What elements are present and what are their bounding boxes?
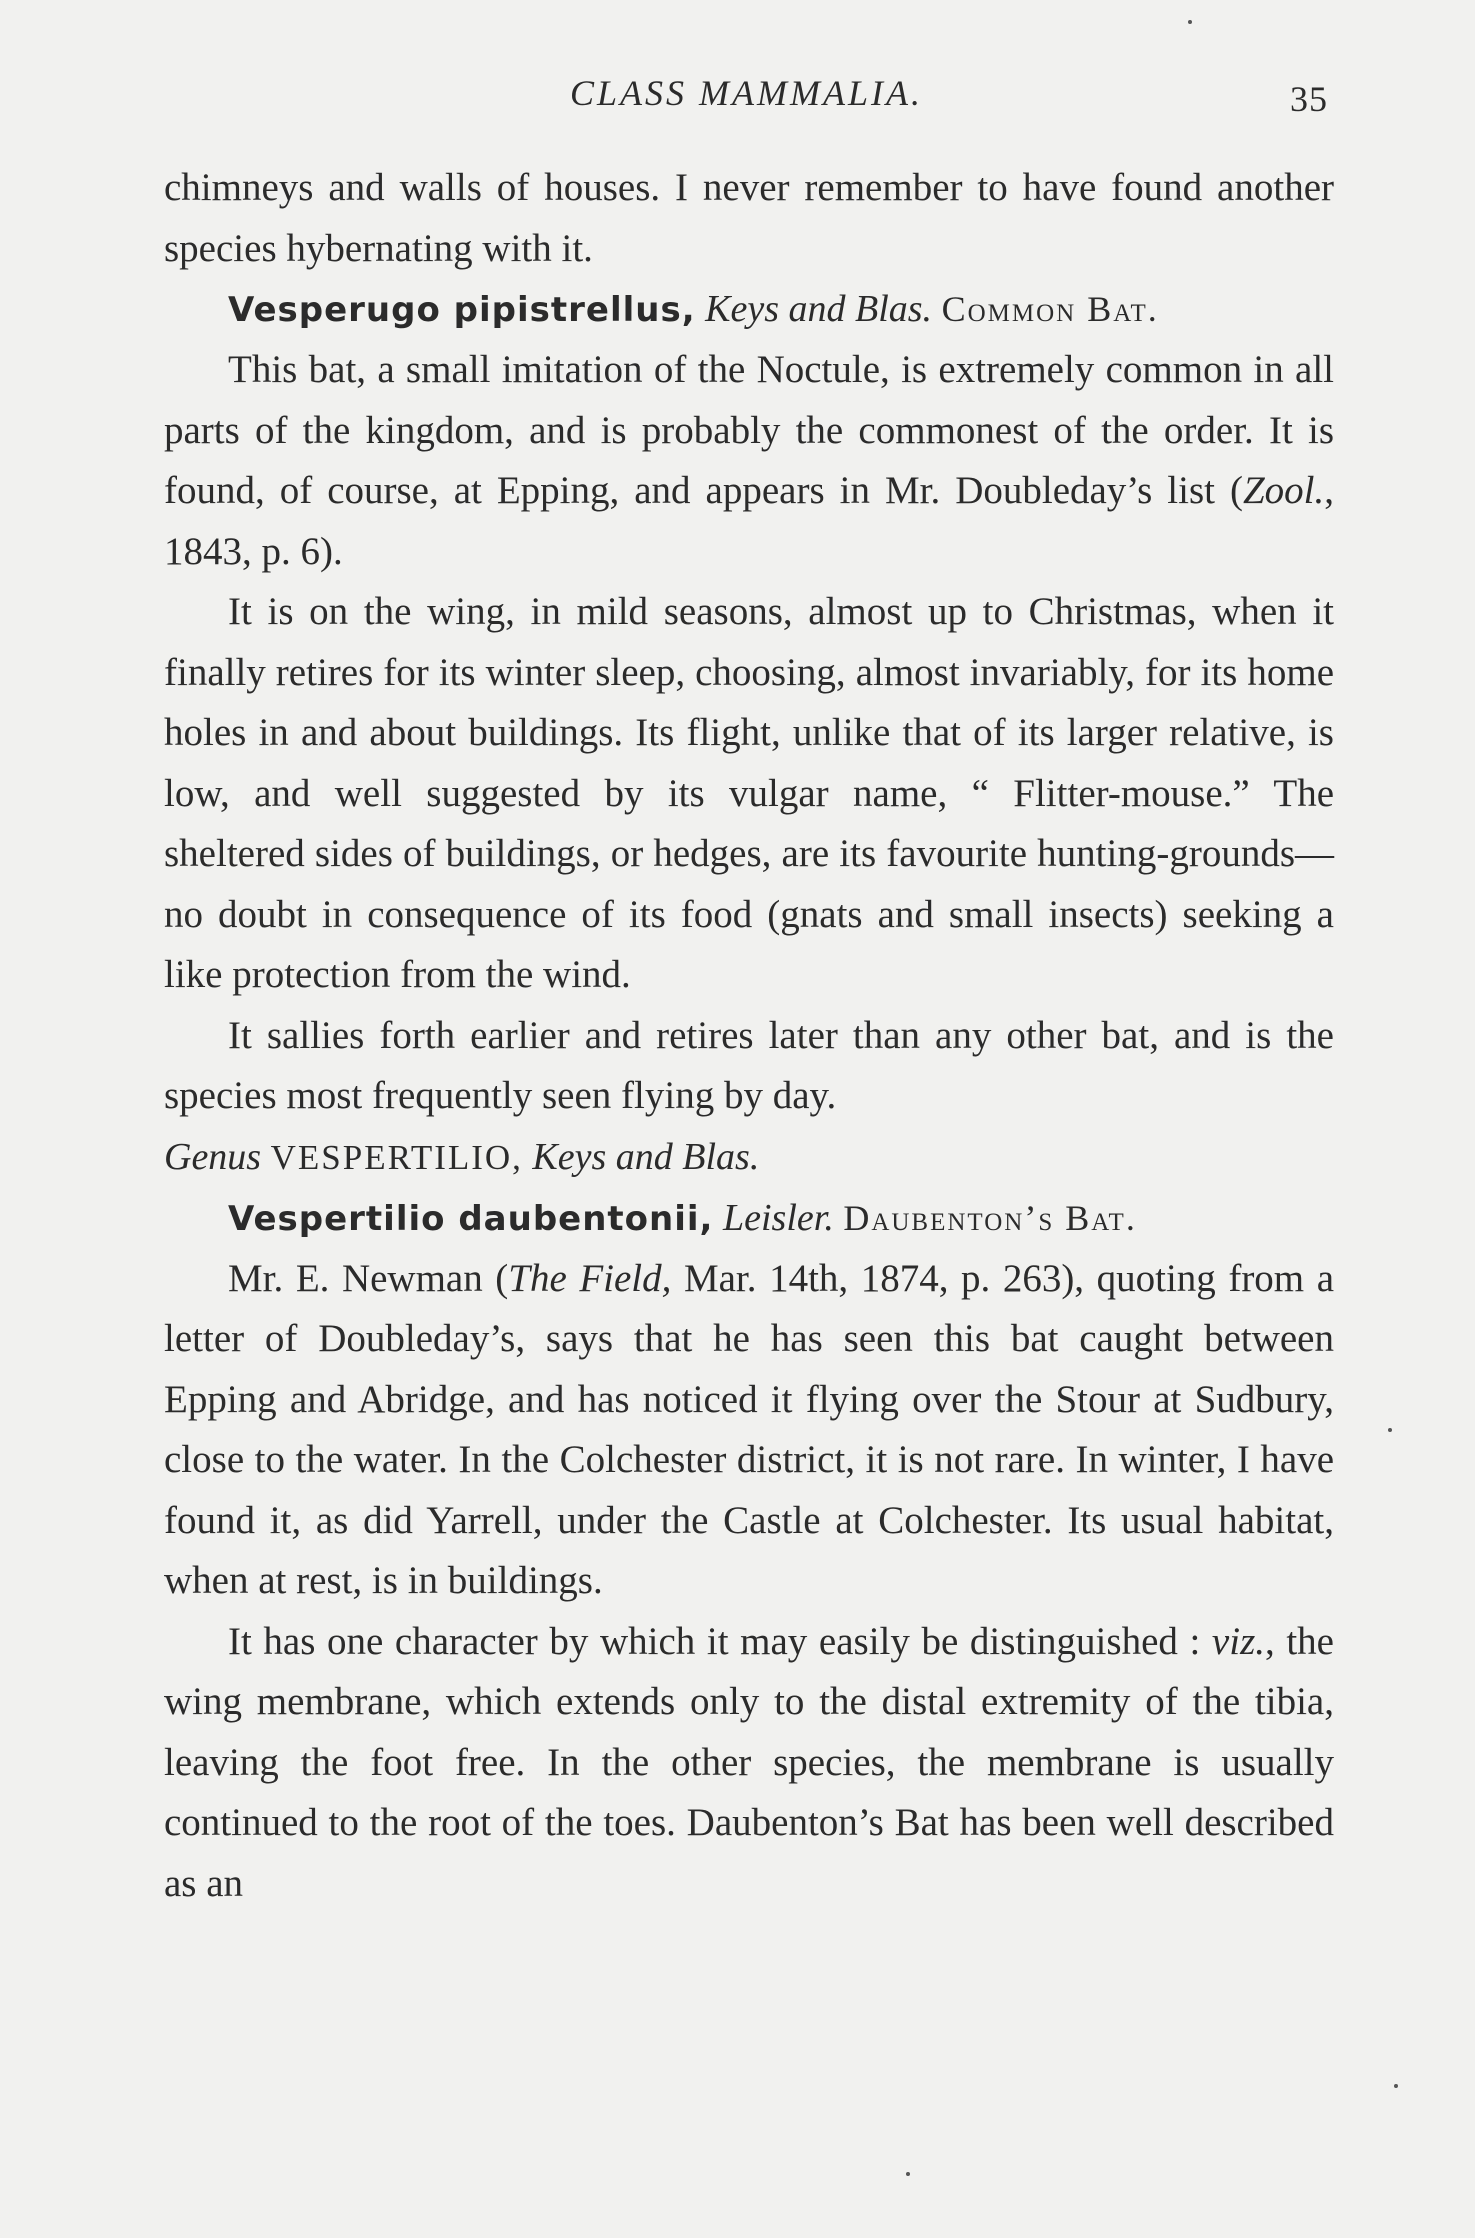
species-heading-pipistrellus	[164, 279, 1334, 340]
paragraph-pipistrelle-habits: It is on the wing, in mild seasons, almost up to Christmas, when it finally retires for its winter sleep, choosing, almost invariably, for its home holes in and about buildings. Its flight, unlike that of its larger relative, is low, and well suggested by its vulgar name, “ Flitter-mouse.” The sheltered sides of buildings, or hedges, are its favourite hunting-grounds—no doubt in consequence of its food (gnats and small insects) seeking a like protection from the wind.	[164, 590, 1334, 996]
species-common-name: Common Bat.	[941, 289, 1159, 329]
paragraph-rest: , the wing membrane, which extends only to the distal extremity of the tibia, leaving the foot free. In the other species, the membrane is usually continued to the root of the toes. Daubenton’s Bat has been well described as an	[164, 1619, 1334, 1905]
species-common-name: Daubenton’s Bat.	[843, 1197, 1137, 1238]
paper-speck	[1388, 1428, 1392, 1432]
paragraph-text: This bat, a small imitation of the Noctule, is extremely common in all parts of the kingdom, and is probably the commonest of the order. It is found, of course, at Epping, and appears in Mr. Doubleday’s list (	[164, 348, 1334, 512]
citation-italic: The Field,	[508, 1256, 672, 1300]
species-author: Keys and Blas.	[705, 288, 933, 330]
paragraph-daubenton-character	[164, 1612, 1334, 1915]
paragraph-rest: Mar. 14th, 1874, p. 263), quoting from a letter of Doubleday’s, says that he has seen this bat caught between Epping and Abridge, and has noticed it flying over the Stour at Sudbury, close to the water. In the Colchester district, it is not rare. In winter, I have found it, as did Yarrell, under the Castle at Colchester. Its usual habitat, when at rest, is in buildings.	[164, 1256, 1335, 1602]
paper-speck	[1188, 20, 1192, 24]
genus-author: Keys and Blas.	[532, 1135, 760, 1178]
paragraph-daubenton-records	[164, 1249, 1334, 1612]
paper-speck	[906, 2172, 910, 2176]
running-title: CLASS MAMMALIA.	[570, 73, 923, 113]
species-author: Leisler.	[722, 1196, 834, 1239]
body-text	[164, 158, 1334, 1914]
species-latin-name: Vesperugo pipistrellus,	[228, 290, 696, 330]
paragraph-pipistrelle-flight: It sallies forth earlier and retires later than any other bat, and is the species most frequently seen flying by day.	[164, 1013, 1334, 1117]
citation-italic: Zool.	[1242, 469, 1325, 512]
genus-name: VESPERTILIO,	[270, 1137, 523, 1177]
species-heading-daubentonii	[164, 1188, 1334, 1249]
page-number: 35	[1290, 79, 1328, 119]
paragraph-lead: Mr. E. Newman (	[228, 1256, 509, 1300]
paragraph-pipistrelle-range	[164, 340, 1334, 582]
species-latin-name: Vespertilio daubentonii,	[228, 1198, 714, 1239]
genus-heading	[164, 1127, 1334, 1188]
running-head	[0, 72, 1475, 122]
genus-label: Genus	[164, 1135, 262, 1178]
citation-rest: , 1843, p. 6).	[164, 469, 1334, 573]
paper-speck	[1394, 2084, 1398, 2088]
viz-italic: viz.	[1211, 1619, 1265, 1663]
paragraph-lead: It has one character by which it may easily be distinguished :	[228, 1619, 1212, 1663]
paragraph-continuation: chimneys and walls of houses. I never remember to have found another species hybernating with it.	[164, 166, 1334, 270]
